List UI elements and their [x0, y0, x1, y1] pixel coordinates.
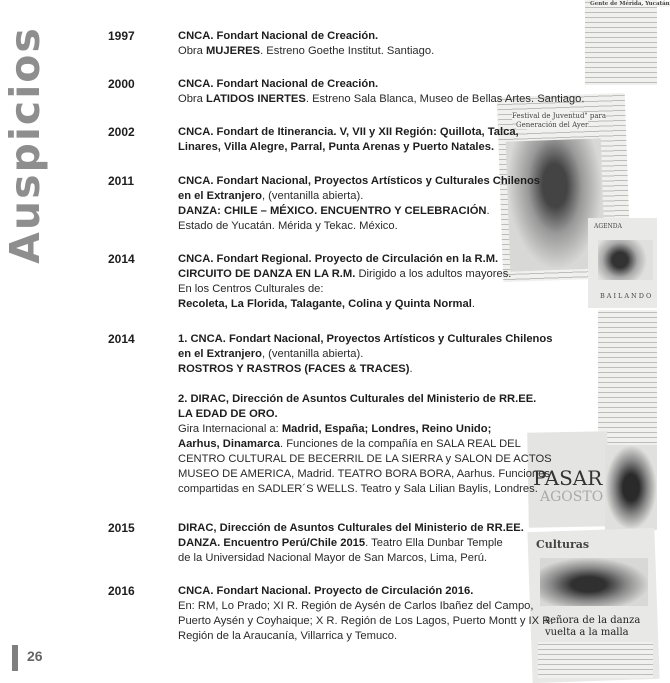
bold-text: LATIDOS INERTES	[205, 93, 306, 105]
section-title	[1, 26, 49, 264]
bold-text: Aarhus, Dinamarca	[178, 438, 280, 450]
entry-line	[178, 267, 558, 282]
entry-year: 1997	[108, 29, 135, 43]
bold-text: Madrid, España; Londres, Reino Unido;	[281, 423, 492, 435]
text: Obra	[178, 93, 206, 105]
text: Estado de Yucatán. Mérida y Tekac. México.	[178, 220, 398, 232]
bold-text: DANZA. Encuentro Perú/Chile 2015	[178, 537, 366, 549]
bold-text: MUJERES	[205, 45, 261, 57]
entry-year: 2014	[108, 252, 135, 266]
entry-body	[178, 252, 558, 312]
bold-text: CNCA. Fondart de Itinerancia. V, VII y XII Región: Quillota, Talca,	[178, 126, 519, 138]
entry-body	[178, 174, 558, 234]
entry-line	[178, 219, 558, 234]
entry-line	[178, 452, 558, 467]
clipping-agosto-title: AGOSTO	[540, 489, 604, 505]
clipping-caption-1: señora de la danza	[545, 615, 641, 626]
bold-text: CNCA. Fondart Nacional. Proyecto de Circulación 2016.	[178, 585, 474, 597]
entry-year: 2011	[108, 174, 135, 188]
entry-body	[178, 125, 558, 155]
clipping-caption-2: vuelta a la malla	[545, 627, 629, 638]
text: compartidas en SADLER´S WELLS. Teatro y Sala Lilian Baylis, Londres.	[178, 483, 538, 495]
entry-year: 2000	[108, 77, 135, 91]
entry-year: 2014	[108, 332, 135, 346]
text: Dirigido a los adultos mayores.	[355, 268, 512, 280]
clipping-headline-2: Generación del Ayer	[516, 121, 589, 129]
entry-line	[178, 614, 558, 629]
entry-line	[178, 599, 558, 614]
entry-year: 2015	[108, 521, 135, 535]
clipping-culturas-label: Culturas	[536, 538, 590, 551]
entry-year: 2002	[108, 125, 135, 139]
entry-body	[178, 584, 558, 644]
entry-line	[178, 521, 558, 536]
entry-line	[178, 584, 558, 599]
entry-year: 2016	[108, 584, 135, 598]
text: Región de la Araucanía, Villarrica y Temuco.	[178, 630, 398, 642]
entry-line	[178, 125, 558, 140]
entry-line	[178, 77, 558, 92]
entry-line	[178, 437, 558, 452]
bold-text: ROSTROS Y RASTROS (FACES & TRACES)	[178, 363, 410, 375]
entry-line	[178, 332, 558, 347]
page-number-bar	[12, 645, 18, 671]
text: .	[409, 363, 413, 375]
entry-body	[178, 77, 585, 107]
entry-line	[178, 29, 558, 44]
entry-line	[178, 140, 558, 155]
entry-line	[178, 204, 558, 219]
clipping-culturas-body	[538, 642, 653, 678]
entry-line	[178, 347, 558, 362]
entry-line	[178, 407, 558, 422]
bold-text: CNCA. Fondart Nacional de Creación.	[178, 30, 379, 42]
bold-text: 2. DIRAC, Dirección de Asuntos Culturales del Ministerio de RR.EE.	[178, 393, 537, 405]
text: MUSEO DE AMERICA, Madrid. TEATRO BORA BORA, Aarhus. Funciones	[178, 468, 550, 480]
clipping-agenda-label: AGENDA	[594, 223, 622, 230]
clipping-pasar-title: PASAR	[533, 466, 603, 490]
entry-body	[178, 521, 558, 566]
pasar-photo	[605, 445, 657, 530]
text: . Teatro Ella Dunbar Temple	[365, 537, 503, 549]
entry-line	[178, 392, 558, 407]
section-title-text: Auspicios	[1, 26, 49, 264]
clipping-bailando-label: BAILANDO	[600, 292, 654, 300]
bold-text: 1. CNCA. Fondart Nacional, Proyectos Artísticos y Culturales Chilenos	[178, 333, 553, 345]
entry-line	[178, 282, 558, 297]
bold-text: CNCA. Fondart Nacional de Creación.	[178, 78, 379, 90]
text: de la Universidad Nacional Mayor de San Marcos, Lima, Perú.	[178, 552, 488, 564]
clipping-headline-1: Festival de Juventud" para	[512, 112, 607, 120]
bold-text: DIRAC, Dirección de Asuntos Culturales del Ministerio de RR.EE.	[178, 522, 524, 534]
entry-line	[178, 189, 558, 204]
bold-text: LA EDAD DE ORO.	[178, 408, 278, 420]
entry-line	[178, 92, 585, 107]
text: . Funciones de la compañía en SALA REAL DEL	[279, 438, 521, 450]
entry-body	[178, 29, 558, 59]
text: CENTRO CULTURAL DE BECERRIL DE LA SIERRA y SALON DE ACTOS	[178, 453, 552, 465]
entry-line	[178, 536, 558, 551]
clipping-top-header: Gente de Mérida, Yucatán	[590, 1, 670, 7]
bold-text: CNCA. Fondart Nacional, Proyectos Artísticos y Culturales Chilenos	[178, 175, 541, 187]
text: . Estreno Sala Blanca, Museo de Bellas Artes. Santiago.	[305, 93, 585, 105]
entry-line	[178, 629, 558, 644]
entry-line	[178, 362, 558, 377]
text: , (ventanilla abierta).	[261, 348, 364, 360]
text: Gira Internacional a:	[178, 423, 282, 435]
bold-text: en el Extranjero	[178, 190, 262, 202]
entry-line	[178, 422, 558, 437]
text: Puerto Aysén y Coyhaique; X R. Región de Los Lagos, Puerto Montt y IX R.	[178, 615, 554, 627]
bold-text: Linares, Villa Alegre, Parral, Punta Arenas y Puerto Natales.	[178, 141, 495, 153]
text: .	[486, 205, 490, 217]
bold-text: en el Extranjero	[178, 348, 262, 360]
entry-line	[178, 252, 558, 267]
entry-line	[178, 297, 558, 312]
entry-line	[178, 551, 558, 566]
entry-line	[178, 467, 558, 482]
bold-text: DANZA: CHILE – MÉXICO. ENCUENTRO Y CELEBRACIÓN	[178, 205, 487, 217]
page-number: 26	[27, 648, 43, 664]
bold-text: CIRCUITO DE DANZA EN LA R.M.	[178, 268, 356, 280]
text: .	[471, 298, 475, 310]
bold-text: CNCA. Fondart Regional. Proyecto de Circulación en la R.M.	[178, 253, 499, 265]
entry-line	[178, 174, 558, 189]
text: . Estreno Goethe Institut. Santiago.	[260, 45, 435, 57]
entry-line	[178, 482, 558, 497]
bold-text: Recoleta, La Florida, Talagante, Colina y Quinta Normal	[178, 298, 472, 310]
text: En los Centros Culturales de:	[178, 283, 324, 295]
agenda-photo	[598, 240, 653, 280]
entry-body	[178, 332, 558, 497]
text: , (ventanilla abierta).	[261, 190, 364, 202]
text: Obra	[178, 45, 206, 57]
clipping-top	[585, 0, 657, 85]
entry-line	[178, 44, 558, 59]
text: En: RM, Lo Prado; XI R. Región de Aysén de Carlos Ibañez del Campo,	[178, 600, 534, 612]
